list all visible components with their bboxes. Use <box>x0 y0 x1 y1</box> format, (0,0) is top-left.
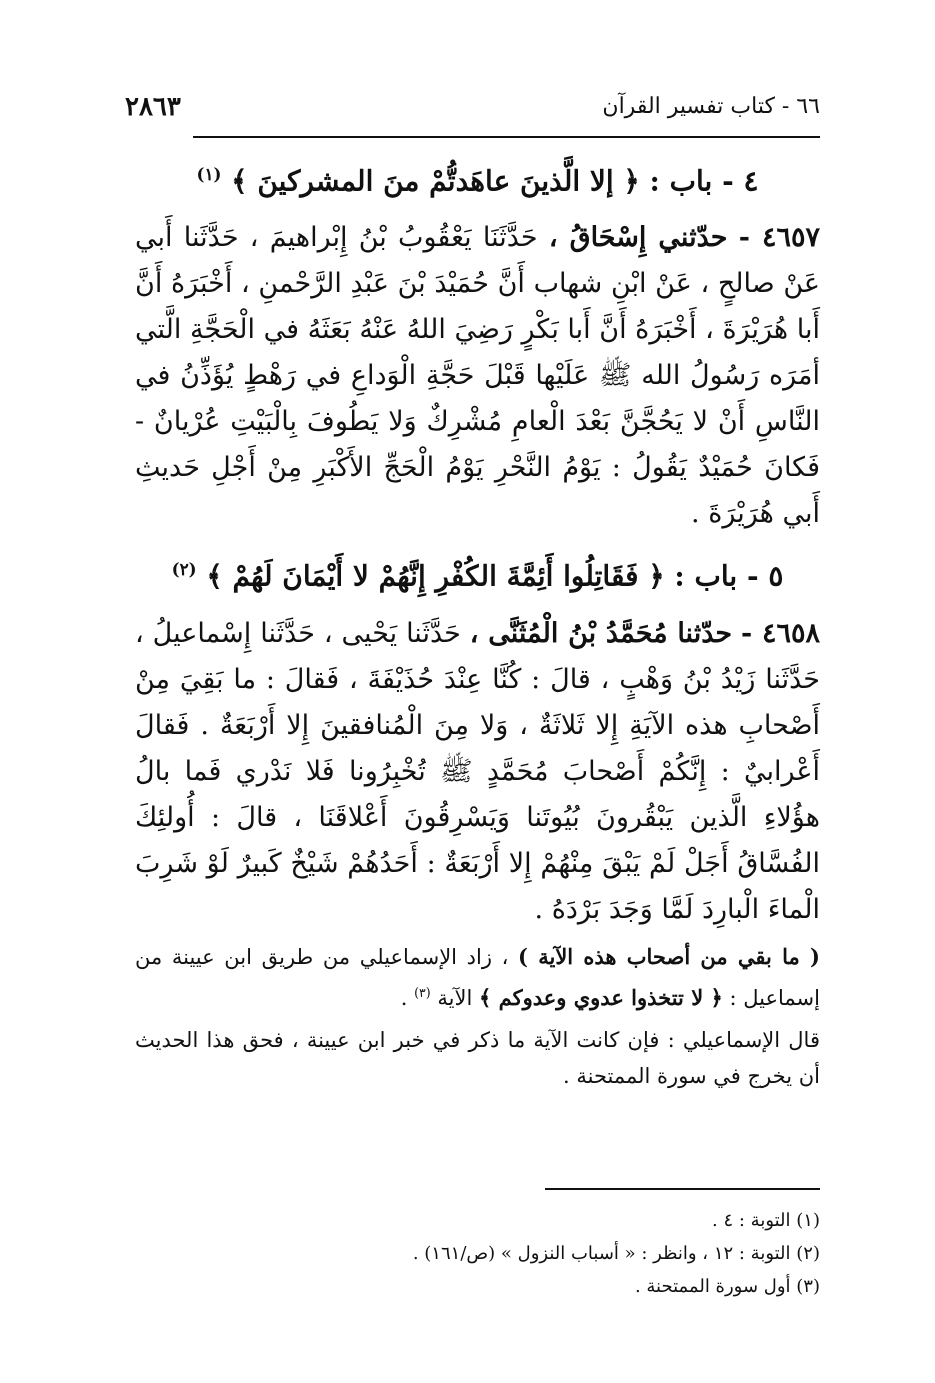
hadith-text: حَدَّثَنا يَحْيى ، حَدَّثَنا إِسْماعيلُ ، حَدَّثَنا زَيْدُ بْنُ وَهْبٍ ، قالَ : كُنَّا عِنْدَ حُذَيْفَةَ ، فَقالَ : ما بَقِيَ مِنْ أَصْحابِ هذه الآيَةِ إِلا ثَلاثَةٌ ، وَلا مِنَ الْمُنافقينَ إِلا أَرْبَعَةٌ . فَقالَ أَعْرابيٌ : إِنَّكُمْ أَصْحابَ مُحَمَّدٍ ﷺ تُخْبِرُونا فَلا نَدْري فَما بالُ هؤُلاءِ الَّذين يَبْقُرونَ بُيُوتَنا وَيَسْرِقُونَ أَعْلاقَنَا ، قالَ : أُولئِكَ الفُسَّاقُ أَجَلْ لَمْ يَبْقَ مِنْهُمْ إِلا أَرْبَعَةٌ : أَحَدُهُمْ شَيْخٌ كَبيرٌ لَوْ شَرِبَ الْماءَ الْبارِدَ لَمَّا وَجَدَ بَرْدَهُ . <box>135 617 820 925</box>
chapter-prefix: ٥ - باب : <box>674 559 784 593</box>
footnotes <box>180 1204 820 1303</box>
header-rule <box>193 136 820 138</box>
commentary-quote: ( ما بقي من أصحاب هذه الآية ) <box>518 943 820 969</box>
footnote-ref: (٢) <box>171 559 197 580</box>
chapter-ayah: ﴿ فَقَاتِلُوا أَئِمَّةَ الكُفْرِ إِنَّهُمْ لا أَيْمَانَ لَهُمْ ﴾ <box>206 559 665 593</box>
hadith-4658 <box>135 611 820 933</box>
footnote-rule <box>545 1188 820 1190</box>
footnote-3: (٣) أول سورة الممتحنة . <box>634 1276 820 1297</box>
chapter-heading-5 <box>135 541 820 604</box>
commentary-text: الآية <box>437 985 473 1010</box>
page-header <box>125 88 820 128</box>
book-title: ٦٦ - كتاب تفسير القرآن <box>602 94 820 119</box>
chapter-heading-4 <box>135 146 820 209</box>
footnote-2: (٢) التوبة : ١٢ ، وانظر : « أسباب النزول » (ص/١٦١) . <box>412 1243 820 1264</box>
hadith-number: ٤٦٥٧ - <box>738 222 820 254</box>
commentary-text: . <box>400 985 408 1010</box>
commentary-paragraph-2: قال الإسماعيلي : فإن كانت الآية ما ذكر في خبر ابن عيينة ، فحق هذا الحديث أن يخرج في سورة الممتحنة . <box>135 1027 820 1088</box>
hadith-opening: حدّثني إِسْحَاقُ ، <box>548 222 728 254</box>
commentary-ayah: ﴿ لا تتخذوا عدوي وعدوكم ﴾ <box>478 984 723 1010</box>
chapter-prefix: ٤ - باب : <box>649 164 759 198</box>
footnote-ref: (٣) <box>414 984 431 1000</box>
page-number: ٢٨٦٣ <box>125 92 181 122</box>
footnote-ref: (١) <box>196 164 222 184</box>
commentary-paragraph-1 <box>135 939 820 1016</box>
commentary-text: ، زاد الإسماعيلي من طريق ابن عيينة من إسماعيل : <box>135 944 820 1010</box>
hadith-opening: حدّثنا مُحَمَّدُ بْنُ الْمُثَنَّى ، <box>469 617 733 649</box>
hadith-number: ٤٦٥٨ - <box>741 617 820 649</box>
footnote-1: (١) التوبة : ٤ . <box>712 1210 820 1231</box>
page-body <box>135 146 820 1098</box>
hadith-text: حَدَّثَنَا يَعْقُوبُ بْنُ إِبْراهيمَ ، حَدَّثَنا أَبي عَنْ صالحٍ ، عَنْ ابْنِ شهاب أَنَّ حُمَيْدَ بْنَ عَبْدِ الرَّحْمنِ ، أَخْبَرَهُ أَنَّ أَبا هُرَيْرَةَ ، أَخْبَرَهُ أَنَّ أَبا بَكْرٍ رَضِيَ اللهُ عَنْهُ بَعَثَهُ في الْحَجَّةِ الَّتي أمَرَه رَسُولُ الله ﷺ عَلَيْها قَبْلَ حَجَّةِ الْوَداعِ في رَهْطٍ يُؤَذِّنُ في النَّاسِ أَنْ لا يَحُجَّنَّ بَعْدَ الْعامِ مُشْرِكٌ وَلا يَطُوفَ بِالْبَيْتِ عُرْيانٌ - فَكانَ حُمَيْدٌ يَقُولُ : يَوْمُ النَّحْرِ يَوْمُ الْحَجِّ الأَكْبَرِ مِنْ أَجْلِ حَديثِ أَبي هُرَيْرَةَ . <box>135 222 820 530</box>
hadith-4657 <box>135 215 820 537</box>
chapter-ayah: ﴿ إلا الَّذينَ عاهَدتُّمْ منَ المشركينَ ﴾ <box>231 164 640 198</box>
